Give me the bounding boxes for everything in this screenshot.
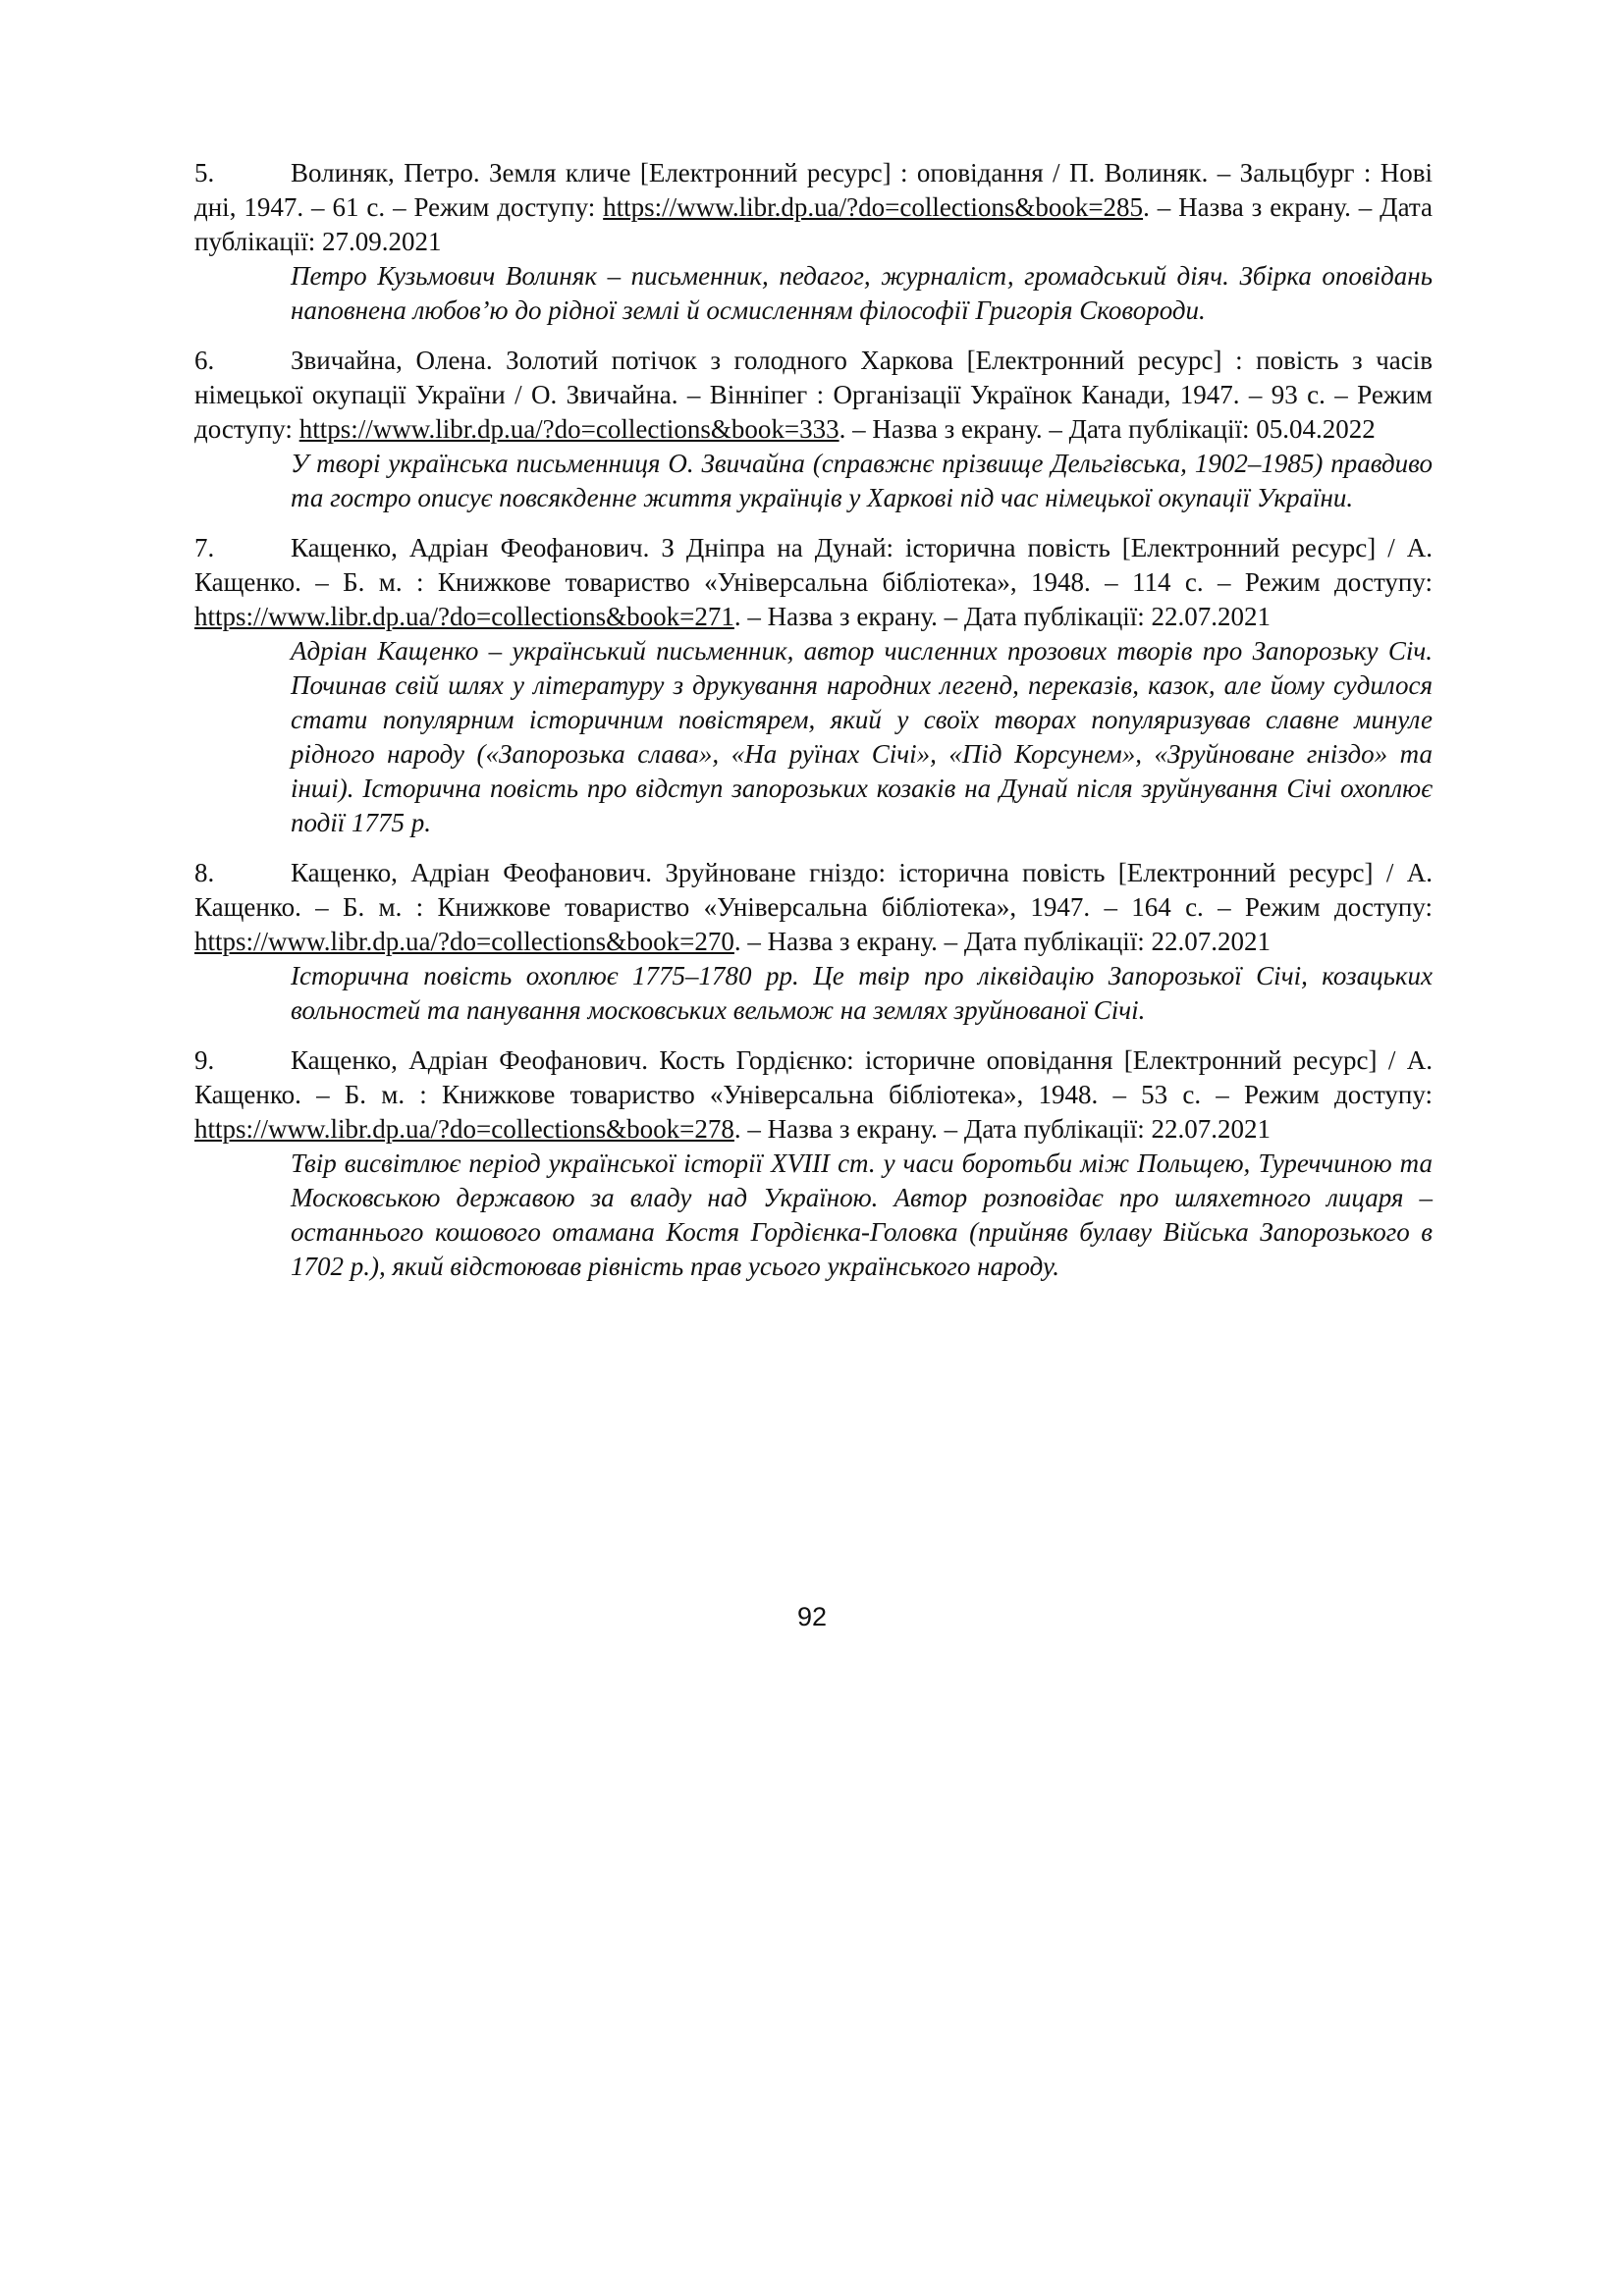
entry-number: 8.: [194, 858, 215, 887]
entry-text: Звичайна, Олена. Золотий потічок з голодного Харкова [Електронний ресурс] : повість з часів німецької окупації України / О. Звичайна. – Вінніпег : Організації Українок Канади, 1947. – 93 с. – Режим доступу:: [194, 346, 1433, 444]
entry-text: Кащенко, Адріан Феофанович. З Дніпра на Дунай: історична повість [Електронний ресурс] / А. Кащенко. – Б. м. : Книжкове товариство «Універсальна бібліотека», 1948. – 114 с. – Режим доступу:: [194, 533, 1433, 597]
entry-text: Кащенко, Адріан Феофанович. Кость Гордієнко: історичне оповідання [Електронний ресурс] / А. Кащенко. – Б. м. : Книжкове товариство «Універсальна бібліотека», 1948. – 53 с. – Режим доступу:: [194, 1045, 1433, 1109]
entry-link[interactable]: https://www.libr.dp.ua/?do=collections&book=333: [298, 414, 839, 444]
entry-text: Волиняк, Петро. Земля кличе [Електронний ресурс] : оповідання / П. Волиняк. – Зальцбург : Нові дні, 1947. – 61 с. – Режим доступу:: [194, 158, 1433, 222]
entry-text-tail: . – Назва з екрану. – Дата публікації: 22.07.2021: [733, 602, 1272, 631]
bibliography-entry: [194, 344, 1433, 515]
page-number: 92: [796, 1602, 828, 1631]
entry-citation: [194, 344, 1433, 447]
bibliography-list: [194, 156, 1433, 1300]
entry-annotation: У творі українська письменниця О. Звичайна (справжнє прізвище Дельгівська, 1902–1985) правдиво та гостро описує повсякденне життя українців у Харкові під час німецької окупації України.: [291, 449, 1433, 512]
entry-link[interactable]: https://www.libr.dp.ua/?do=collections&book=278: [194, 1114, 734, 1144]
entry-citation: [194, 531, 1433, 634]
entry-text-tail: . – Назва з екрану. – Дата публікації: 05.04.2022: [839, 414, 1376, 444]
entry-text-tail: . – Назва з екрану. – Дата публікації: 22.07.2021: [733, 1114, 1272, 1144]
entry-link[interactable]: https://www.libr.dp.ua/?do=collections&book=271: [194, 602, 734, 631]
entry-link[interactable]: https://www.libr.dp.ua/?do=collections&book=285: [603, 192, 1144, 222]
entry-annotation: Твір висвітлює період української історії XVIII ст. у часи боротьби між Польщею, Туреччиною та Московською державою за владу над Україною. Автор розповідає про шляхетного лицаря – останнього кошового отамана Костя Гордієнка-Головка (прийняв булаву Війська Запорозького в 1702 р.), який відстоював рівність прав усього українського народу.: [291, 1148, 1433, 1281]
entry-number: 5.: [194, 158, 215, 187]
entry-number: 6.: [194, 346, 215, 375]
bibliography-entry: [194, 156, 1433, 328]
entry-link[interactable]: https://www.libr.dp.ua/?do=collections&book=270: [194, 927, 734, 956]
entry-annotation: Петро Кузьмович Волиняк – письменник, педагог, журналіст, громадський діяч. Збірка оповідань наповнена любов’ю до рідної землі й осмисленням філософії Григорія Сковороди.: [291, 261, 1433, 325]
entry-number: 9.: [194, 1045, 215, 1075]
entry-citation: [194, 156, 1433, 259]
entry-annotation: Історична повість охоплює 1775–1780 рр. Це твір про ліквідацію Запорозької Січі, козацьких вольностей та панування московських вельмож на землях зруйнованої Січі.: [291, 961, 1433, 1025]
entry-text-tail: . – Назва з екрану. – Дата публікації: 27.09.2021: [194, 192, 1433, 256]
bibliography-entry: [194, 856, 1433, 1028]
entry-annotation: Адріан Кащенко – український письменник, автор численних прозових творів про Запорозьку Січ. Починав свій шлях у літературу з друкування народних легенд, переказів, казок, але йому судилося стати популярним історичним повістярем, який у своїх творах популяризував славне минуле рідного народу («Запорозька слава», «На руїнах Січі», «Під Корсунем», «Зруйноване гніздо» та інші). Історична повість про відступ запорозьких козаків на Дунай після зруйнування Січі охоплює події 1775 р.: [291, 636, 1433, 837]
bibliography-entry: [194, 531, 1433, 840]
entry-number: 7.: [194, 533, 215, 562]
entry-text: Кащенко, Адріан Феофанович. Зруйноване гніздо: історична повість [Електронний ресурс] / А. Кащенко. – Б. м. : Книжкове товариство «Універсальна бібліотека», 1947. – 164 с. – Режим доступу:: [194, 858, 1433, 922]
entry-text-tail: . – Назва з екрану. – Дата публікації: 22.07.2021: [733, 927, 1272, 956]
bibliography-entry: [194, 1043, 1433, 1284]
entry-citation: [194, 1043, 1433, 1147]
entry-citation: [194, 856, 1433, 959]
